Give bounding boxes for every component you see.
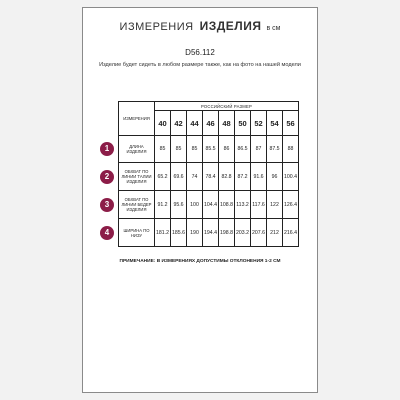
value-cell: 100 bbox=[187, 191, 203, 219]
value-cell: 86 bbox=[219, 136, 235, 163]
value-cell: 100.4 bbox=[283, 163, 299, 191]
row-number-badge: 4 bbox=[100, 226, 114, 240]
size-chart-sheet bbox=[82, 7, 318, 393]
value-cell: 216.4 bbox=[283, 219, 299, 247]
row-number-cell bbox=[96, 191, 119, 219]
title-garment: ИЗДЕЛИЯ bbox=[199, 19, 262, 33]
row-number-badge: 2 bbox=[100, 170, 114, 184]
tolerance-note: ПРИМЕЧАНИЕ: В ИЗМЕРЕНИЯХ ДОПУСТИМЫ ОТКЛОНЕНИЯ 1-2 СМ bbox=[119, 259, 281, 264]
row-number-cell bbox=[96, 136, 119, 163]
title-unit: в см bbox=[266, 25, 281, 32]
row-number-badge: 3 bbox=[100, 198, 114, 212]
value-cell: 88 bbox=[283, 136, 299, 163]
value-cell: 85 bbox=[171, 136, 187, 163]
size-header-56: 56 bbox=[283, 111, 299, 136]
value-cell: 126.4 bbox=[283, 191, 299, 219]
value-cell: 87.5 bbox=[267, 136, 283, 163]
size-header-48: 48 bbox=[219, 111, 235, 136]
size-header-42: 42 bbox=[171, 111, 187, 136]
measurement-label: ШИРИНА ПО НИЗУ bbox=[119, 219, 155, 247]
size-header-46: 46 bbox=[203, 111, 219, 136]
value-cell: 198.8 bbox=[219, 219, 235, 247]
table-row bbox=[96, 219, 299, 247]
value-cell: 86.5 bbox=[235, 136, 251, 163]
value-cell: 104.4 bbox=[203, 191, 219, 219]
value-cell: 85 bbox=[187, 136, 203, 163]
value-cell: 82.8 bbox=[219, 163, 235, 191]
value-cell: 207.6 bbox=[251, 219, 267, 247]
measurement-label: ОБХВАТ ПО ЛИНИИ БЕДЕР ИЗДЕЛИЯ bbox=[119, 191, 155, 219]
value-cell: 117.6 bbox=[251, 191, 267, 219]
size-header-44: 44 bbox=[187, 111, 203, 136]
size-table bbox=[96, 101, 299, 247]
table-row bbox=[96, 136, 299, 163]
article-number: D56.112 bbox=[185, 48, 215, 57]
table-row bbox=[96, 163, 299, 191]
value-cell: 78.4 bbox=[203, 163, 219, 191]
title-measurements: ИЗМЕРЕНИЯ bbox=[119, 21, 194, 33]
value-cell: 69.6 bbox=[171, 163, 187, 191]
size-header-50: 50 bbox=[235, 111, 251, 136]
measurements-header: ИЗМЕРЕНИЯ bbox=[119, 102, 155, 136]
fit-note: Изделие будет сидеть в любом размере также, как на фото на нашей модели bbox=[99, 62, 301, 68]
value-cell: 96 bbox=[267, 163, 283, 191]
value-cell: 190 bbox=[187, 219, 203, 247]
value-cell: 91.6 bbox=[251, 163, 267, 191]
value-cell: 65.2 bbox=[155, 163, 171, 191]
value-cell: 212 bbox=[267, 219, 283, 247]
measurement-label: ДЛИНА ИЗДЕЛИЯ bbox=[119, 136, 155, 163]
row-number-cell bbox=[96, 163, 119, 191]
value-cell: 203.2 bbox=[235, 219, 251, 247]
value-cell: 85.5 bbox=[203, 136, 219, 163]
header-spacer bbox=[96, 102, 119, 136]
value-cell: 87.2 bbox=[235, 163, 251, 191]
value-cell: 194.4 bbox=[203, 219, 219, 247]
row-number-cell bbox=[96, 219, 119, 247]
measurement-label: ОБХВАТ ПО ЛИНИИ ТАЛИИ ИЗДЕЛИЯ bbox=[119, 163, 155, 191]
value-cell: 181.2 bbox=[155, 219, 171, 247]
size-header-52: 52 bbox=[251, 111, 267, 136]
value-cell: 185.6 bbox=[171, 219, 187, 247]
russian-size-header: РОССИЙСКИЙ РАЗМЕР bbox=[155, 102, 299, 111]
sheet-title bbox=[89, 19, 311, 33]
table-row bbox=[96, 191, 299, 219]
size-header-40: 40 bbox=[155, 111, 171, 136]
value-cell: 74 bbox=[187, 163, 203, 191]
size-header-54: 54 bbox=[267, 111, 283, 136]
value-cell: 95.6 bbox=[171, 191, 187, 219]
row-number-badge: 1 bbox=[100, 142, 114, 156]
value-cell: 85 bbox=[155, 136, 171, 163]
value-cell: 87 bbox=[251, 136, 267, 163]
value-cell: 113.2 bbox=[235, 191, 251, 219]
value-cell: 91.2 bbox=[155, 191, 171, 219]
value-cell: 122 bbox=[267, 191, 283, 219]
value-cell: 108.8 bbox=[219, 191, 235, 219]
